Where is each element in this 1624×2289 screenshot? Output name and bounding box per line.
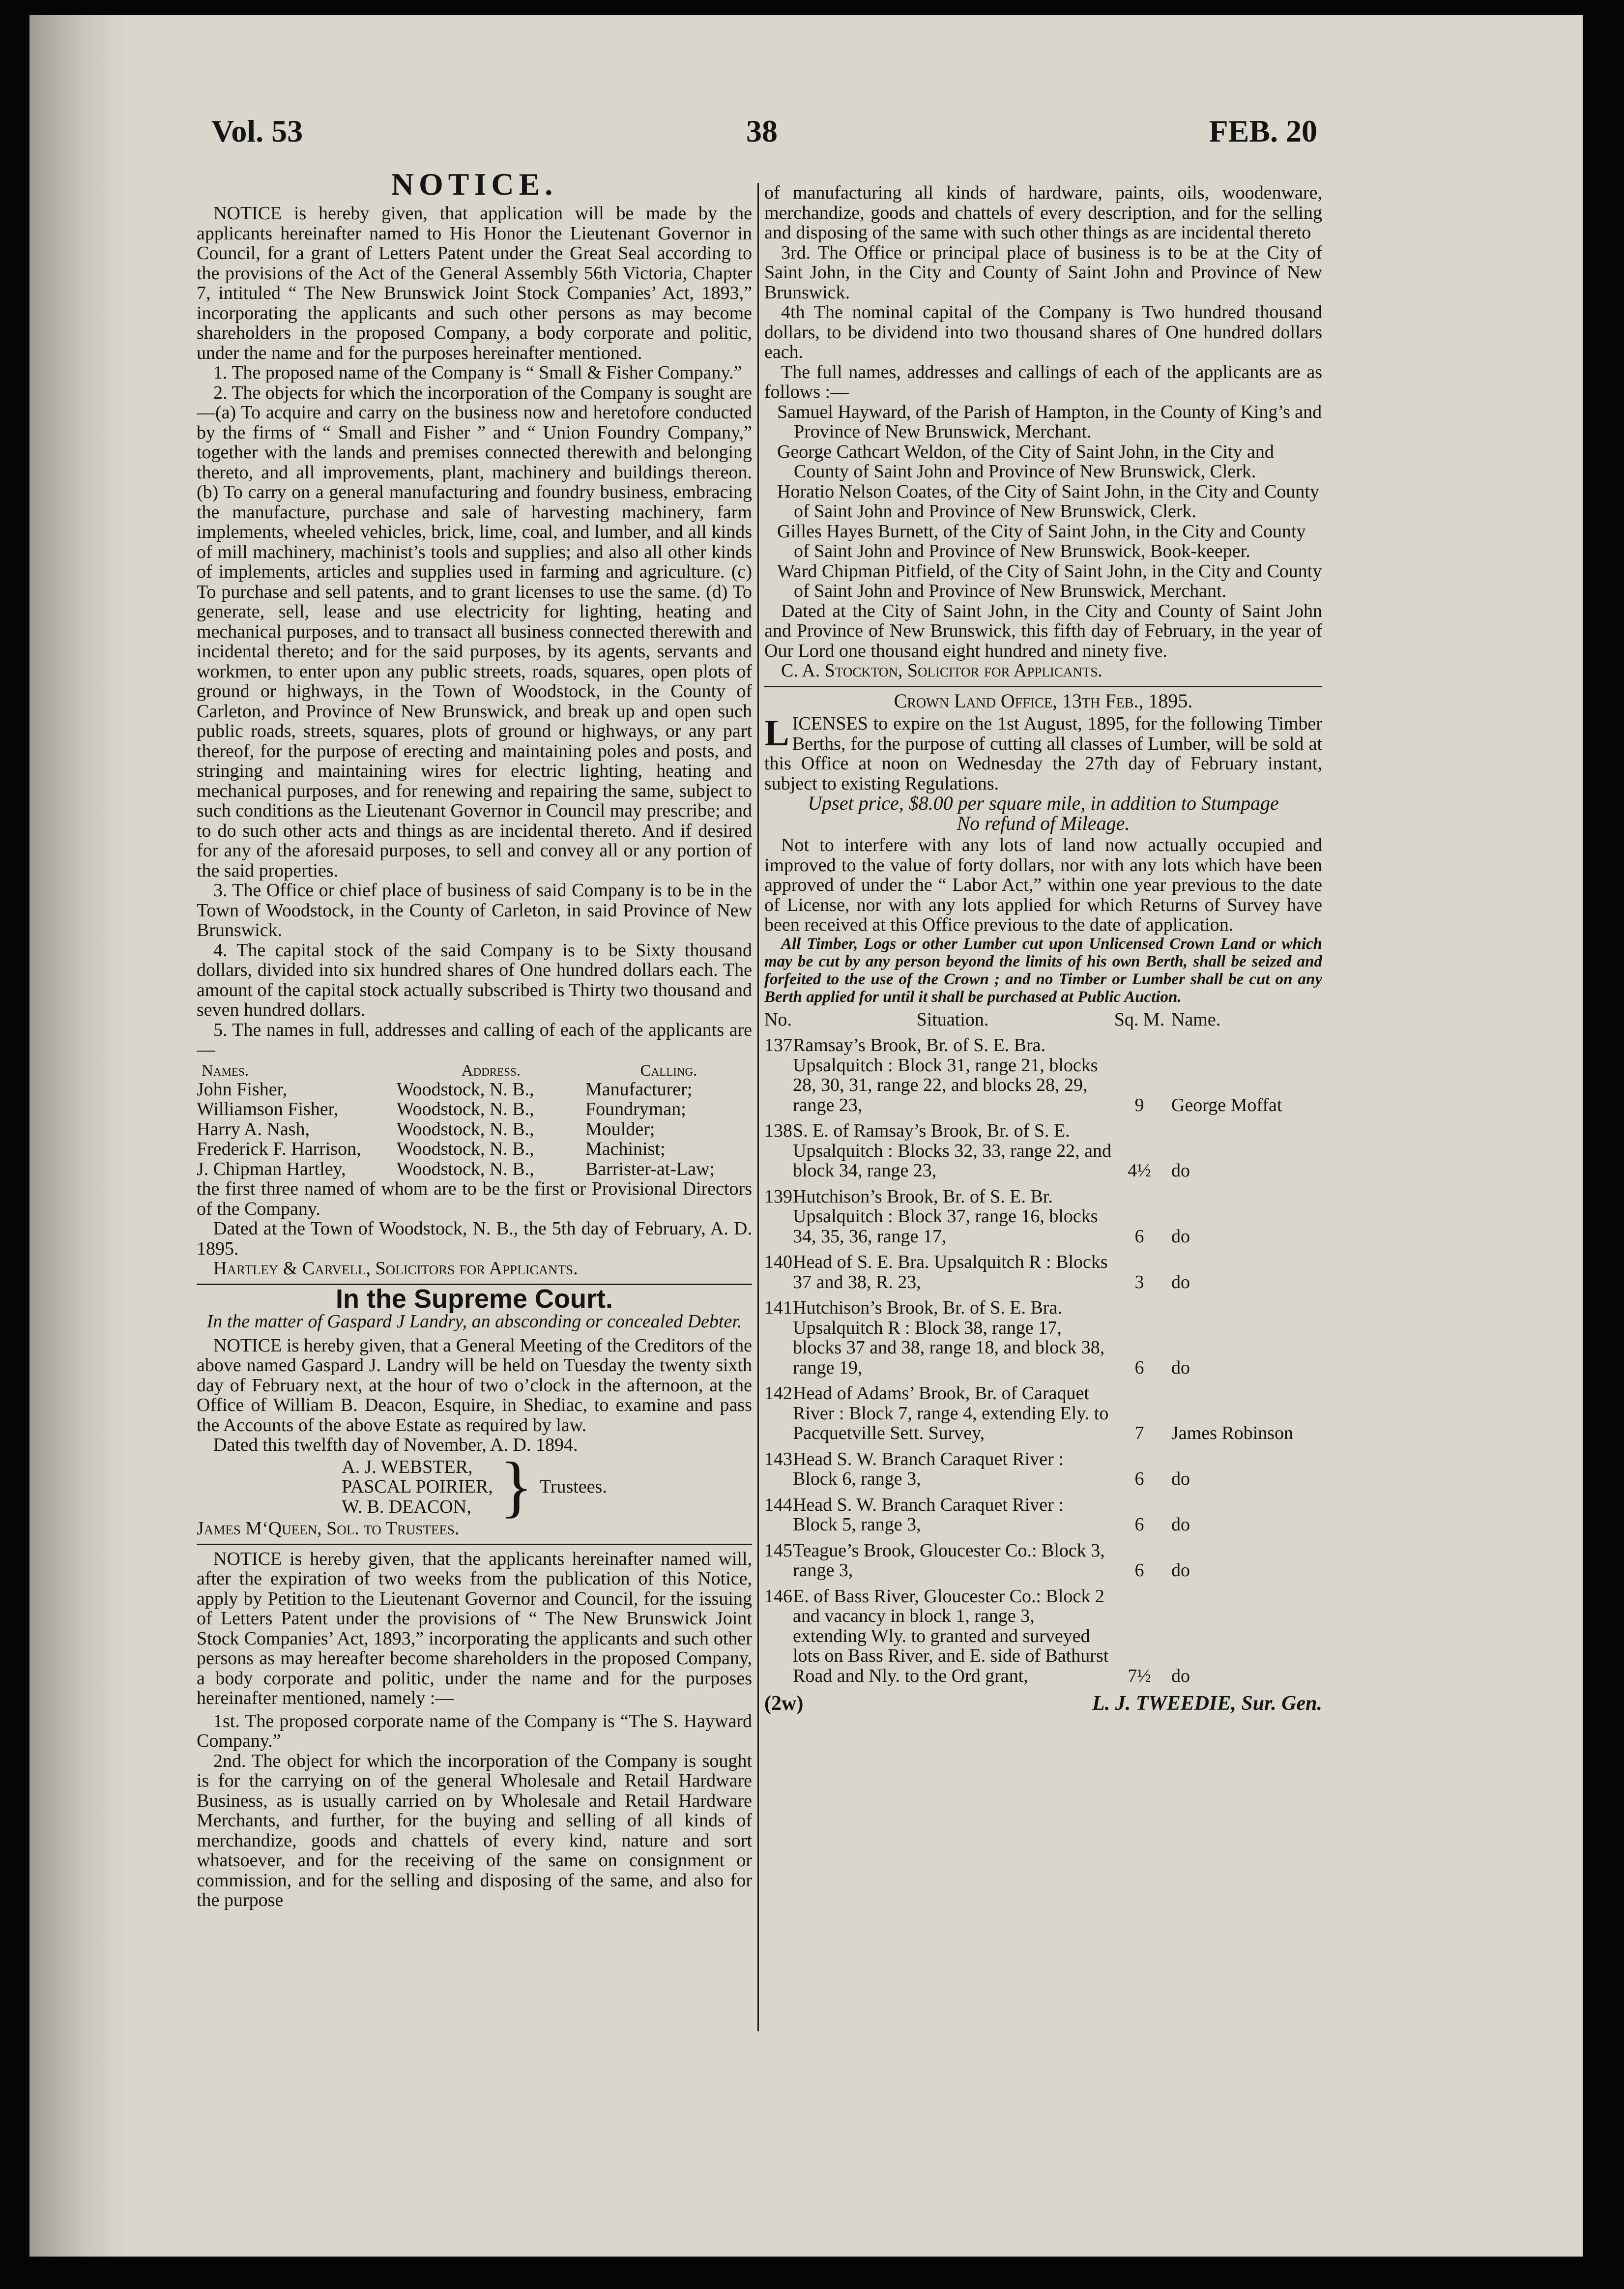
applicant-calling: Moulder; bbox=[585, 1118, 655, 1140]
berth-situation: Head of S. E. Bra. Upsalquitch R : Blocks 37 and 38, R. 23, bbox=[793, 1252, 1108, 1292]
court-subheading: In the matter of Gaspard J Landry, an absconding or concealed Debter. bbox=[206, 1311, 742, 1332]
trustees-label: Trustees. bbox=[539, 1476, 607, 1497]
applicant-calling: Foundryman; bbox=[585, 1099, 686, 1119]
divider bbox=[197, 1544, 752, 1545]
applicant-name: John Fisher, bbox=[197, 1079, 288, 1100]
volume-label: Vol. 53 bbox=[211, 114, 303, 148]
surveyor-general-signature: L. J. TWEEDIE, Sur. Gen. bbox=[1092, 1692, 1322, 1715]
signature-row bbox=[764, 1694, 1322, 1714]
berth-sq-m: 7 bbox=[1134, 1423, 1144, 1443]
table-row bbox=[764, 1489, 1322, 1535]
hayward-item-2: 2nd. The object for which the incorporation of the Company is sought is for the carrying on of the general Wholesale and Retail Hardware Business, as is usually carried on by Wholesale and Retail Hardware Merchants, and further, for the buying and selling of all kinds of merchandize, goods and chattels of every kind, nature and sort whatsoever, and for the receiving of the same on consignment or commission, and for the selling and disposing of the same, and also for the purpose bbox=[197, 1750, 752, 1910]
drop-cap: L bbox=[764, 712, 789, 754]
applicant-calling: Manufacturer; bbox=[585, 1079, 693, 1100]
col-header-names: Names. bbox=[202, 1061, 249, 1080]
court-dated: Dated this twelfth day of November, A. D. 1894. bbox=[213, 1435, 578, 1455]
no-refund: No refund of Mileage. bbox=[957, 812, 1130, 834]
applicant-name: Williamson Fisher, bbox=[197, 1099, 339, 1119]
page-number: 38 bbox=[746, 114, 778, 148]
berth-situation: Ramsay’s Brook, Br. of S. E. Bra. Upsalquitch : Block 31, range 21, blocks 28, 30, 31, range 22, and blocks 28, 29, range 23, bbox=[793, 1035, 1098, 1115]
notice-dated: Dated at the Town of Woodstock, N. B., the 5th day of February, A. D. 1895. bbox=[197, 1218, 752, 1259]
timber-berths-table bbox=[764, 1010, 1322, 1686]
col-header-address: Address. bbox=[461, 1061, 521, 1080]
applicant-address: Woodstock, N. B., bbox=[396, 1158, 534, 1179]
hayward-applicant: Ward Chipman Pitfield, of the City of Saint John, in the City and County of Saint John and Province of New Brunswick, Merchant. bbox=[777, 560, 1322, 601]
berth-name: do bbox=[1171, 1665, 1190, 1686]
berth-no: 138 bbox=[764, 1120, 792, 1141]
table-row bbox=[764, 1535, 1322, 1581]
hayward-solicitor: C. A. Stockton, Solicitor for Applicants. bbox=[781, 660, 1102, 681]
hayward-item-3: 3rd. The Office or principal place of business is to be at the City of Saint John, in the City and County of Saint John and Province of New Brunswick. bbox=[764, 242, 1322, 303]
berth-no: 145 bbox=[764, 1540, 792, 1561]
hayward-notice-intro: NOTICE is hereby given, that the applicants hereinafter named will, after the expiration of two weeks from the publication of this Notice, apply by Petition to the Lieutenant Governor and Council, for the issuing of Letters Patent under the provisions of “ The New Brunswick Joint Stock Companies’ Act, 1893,” incorporating the applicants and such other persons as may hereafter become shareholders in the proposed Company, a body corporate and politic, under the name and for the purposes hereinafter mentioned, namely :— bbox=[197, 1548, 752, 1708]
applicants-table bbox=[197, 1062, 752, 1179]
notice-item-2: 2. The objects for which the incorporation of the Company is sought are—(a) To acquire and carry on the business now and heretofore conducted by the firms of “ Small and Fisher ” and “ Union Foundry Company,” together with the lands and premises connected therewith and belonging thereto, and all improvements, plant, machinery and buildings thereon. (b) To carry on a general manufacturing and foundry business, embracing the manufacture, purchase and sale of harvesting machinery, farm implements, wheeled vehicles, brick, lime, coal, and lumber, and all kinds of mill machinery, machinist’s tools and supplies; and also all other kinds of implements, articles and supplies used in farming and agriculture. (c) To purchase and sell patents, and to grant licenses to use the same. (d) To generate, sell, lease and use electricity for lighting, heating and mechanical purposes, and to transact all business connected therewith and incidental thereto; and for the said purposes, by its agents, servants and workmen, to enter upon any public streets, roads, squares, open plots of ground or highways, in the Town of Woodstock, in the County of Carleton, and Province of New Brunswick, and break up and open such public roads, streets, squares, plots of ground or highways, or any part thereof, for the purpose of erecting and maintaining poles and posts, and stringing and maintaining wires for electric lighting, heating and mechanical purposes, and for renewing and repairing the same, subject to such conditions as the Lieutenant Governor in Council may prescribe; and to do such other acts and things as are incidental thereto. And if desired for any of the aforesaid purposes, to sell and convey all or any portion of the said properties. bbox=[197, 382, 752, 881]
berth-situation: Hutchison’s Brook, Br. of S. E. Bra. Upsalquitch R : Block 38, range 17, blocks 37 and 38, range 18, and block 38, range 19, bbox=[793, 1297, 1105, 1378]
notice-item-1: 1. The proposed name of the Company is “ Small & Fisher Company.” bbox=[213, 362, 742, 383]
column-rule bbox=[757, 183, 759, 2031]
crown-intro bbox=[764, 714, 1322, 793]
issue-date: FEB. 20 bbox=[1209, 114, 1317, 148]
berth-no: 144 bbox=[764, 1494, 792, 1515]
left-column bbox=[197, 167, 752, 1996]
applicants-table-header bbox=[197, 1062, 752, 1080]
berth-name: do bbox=[1171, 1271, 1190, 1292]
berth-situation: Teague’s Brook, Gloucester Co.: Block 3, range 3, bbox=[793, 1540, 1105, 1581]
berth-no: 141 bbox=[764, 1297, 792, 1318]
table-row bbox=[764, 1246, 1322, 1292]
applicant-name: Harry A. Nash, bbox=[197, 1118, 310, 1140]
berth-sq-m: 6 bbox=[1134, 1357, 1144, 1378]
berth-situation: E. of Bass River, Gloucester Co.: Block 2 and vacancy in block 1, range 3, extending Wly. to granted and surveyed lots on Bass River, and E. side of Bathurst Road and Nly. to the Ord grant, bbox=[793, 1585, 1109, 1686]
table-row bbox=[197, 1139, 752, 1159]
berth-situation: Head of Adams’ Brook, Br. of Caraquet River : Block 7, range 4, extending Ely. to Pacquetville Sett. Survey, bbox=[793, 1383, 1109, 1443]
table-row bbox=[197, 1099, 752, 1119]
berth-situation: S. E. of Ramsay’s Brook, Br. of S. E. Upsalquitch : Blocks 32, 33, range 22, and block 34, range 23, bbox=[793, 1120, 1112, 1181]
table-row bbox=[764, 1443, 1322, 1489]
berth-sq-m: 6 bbox=[1134, 1514, 1144, 1535]
table-row bbox=[764, 1029, 1322, 1115]
berth-name: do bbox=[1171, 1560, 1190, 1581]
table-row bbox=[764, 1378, 1322, 1443]
hayward-applicant: Horatio Nelson Coates, of the City of Saint John, in the City and County of Saint John and Province of New Brunswick, Clerk. bbox=[777, 481, 1319, 522]
timber-warning: All Timber, Logs or other Lumber cut upon Unlicensed Crown Land or which may be cut by any person beyond the limits of his own Berth, shall be seized and forfeited to the use of the Crown ; and no Timber or Lumber shall be cut on any Berth applied for until it shall be purchased at Public Auction. bbox=[764, 935, 1322, 1006]
divider bbox=[764, 686, 1322, 687]
berth-no: 137 bbox=[764, 1035, 792, 1056]
berth-sq-m: 9 bbox=[1134, 1094, 1144, 1115]
berth-situation: Hutchison’s Brook, Br. of S. E. Br. Upsalquitch : Block 37, range 16, blocks 34, 35, 36, range 17, bbox=[793, 1186, 1098, 1247]
col-header-no: No. bbox=[764, 1009, 792, 1030]
page-binding-shadow bbox=[29, 15, 128, 2257]
berth-name: do bbox=[1171, 1468, 1190, 1489]
berth-sq-m: 6 bbox=[1134, 1226, 1144, 1247]
crown-land-heading: Crown Land Office, 13th Feb., 1895. bbox=[894, 689, 1193, 712]
notice-item-3: 3. The Office or chief place of business of said Company is to be in the Town of Woodstock, in the County of Carleton, in said Province of New Brunswick. bbox=[197, 880, 752, 940]
crown-interfere: Not to interfere with any lots of land now actually occupied and improved to the value of forty dollars, nor with any lots which have been approved of under the “ Labor Act,” within one year previous to the date of License, nor with any lots applied for which Returns of Survey have been received at this Office previous to the date of application. bbox=[764, 835, 1322, 935]
table-row bbox=[764, 1115, 1322, 1181]
trustees-block bbox=[197, 1448, 752, 1525]
applicant-name: J. Chipman Hartley, bbox=[197, 1158, 346, 1179]
table-row bbox=[764, 1581, 1322, 1686]
berth-name: do bbox=[1171, 1226, 1190, 1247]
berth-no: 139 bbox=[764, 1186, 792, 1207]
notice-solicitors: Hartley & Carvell, Solicitors for Applicants. bbox=[213, 1258, 578, 1279]
col-header-name: Name. bbox=[1171, 1009, 1221, 1030]
court-heading: In the Supreme Court. bbox=[335, 1284, 613, 1314]
berth-sq-m: 7½ bbox=[1128, 1665, 1151, 1686]
col-header-calling: Calling. bbox=[640, 1061, 697, 1080]
applicant-name: Frederick F. Harrison, bbox=[197, 1139, 361, 1159]
berth-name: James Robinson bbox=[1171, 1423, 1294, 1443]
table-row bbox=[764, 1292, 1322, 1378]
berths-table-header bbox=[764, 1010, 1322, 1030]
hayward-item-4: 4th The nominal capital of the Company is Two hundred thousand dollars, to be dividend into two thousand shares of One hundred dollars each. bbox=[764, 302, 1322, 362]
hayward-continued: of manufacturing all kinds of hardware, paints, oils, woodenware, merchandize, goods and chattels of every description, and for the selling and disposing of the same with such other things as are incidental thereto bbox=[764, 183, 1322, 243]
notice-intro: NOTICE is hereby given, that application will be made by the applicants hereinafter named to His Honor the Lieutenant Governor in Council, for a grant of Letters Patent under the Great Seal according to the provisions of the Act of the General Assembly 56th Victoria, Chapter 7, intituled “ The New Brunswick Joint Stock Companies’ Act, 1893,” incorporating the applicants and such other persons as may become shareholders in the proposed Company, a body corporate and politic, under the name and for the purposes hereinafter mentioned. bbox=[197, 203, 752, 363]
hayward-full-names: The full names, addresses and callings of each of the applicants are as follows :— bbox=[764, 361, 1322, 402]
table-row bbox=[764, 1181, 1322, 1247]
applicant-address: Woodstock, N. B., bbox=[396, 1139, 534, 1159]
berth-situation: Head S. W. Branch Caraquet River : Block 5, range 3, bbox=[793, 1494, 1064, 1535]
berth-no: 142 bbox=[764, 1383, 792, 1404]
col-header-situation: Situation. bbox=[916, 1009, 989, 1030]
berth-no: 140 bbox=[764, 1252, 792, 1272]
berth-no: 146 bbox=[764, 1585, 792, 1607]
court-solicitor: James M‘Queen, Sol. to Trustees. bbox=[197, 1518, 460, 1539]
col-header-sq-m: Sq. M. bbox=[1114, 1009, 1165, 1030]
notice-heading: NOTICE. bbox=[391, 167, 558, 202]
provisional-directors: the first three named of whom are to be the first or Provisional Directors of the Company. bbox=[197, 1178, 752, 1219]
trustees-names bbox=[342, 1457, 493, 1517]
berth-name: do bbox=[1171, 1160, 1190, 1181]
court-notice-body: NOTICE is hereby given, that a General Meeting of the Creditors of the above named Gaspard J. Landry will be held on Tuesday the twenty sixth day of February next, at the hour of two o’clock in the afternoon, at the Office of William B. Deacon, Esquire, in Shediac, to examine and pass the Accounts of the above Estate as required by law. bbox=[197, 1335, 752, 1436]
running-head bbox=[197, 108, 1327, 152]
notice-item-4: 4. The capital stock of the said Company is to be Sixty thousand dollars, divided into six hundred shares of One hundred dollars each. The amount of the capital stock actually subscribed is Thirty two thousand and seven hundred dollars. bbox=[197, 939, 752, 1020]
right-column bbox=[764, 183, 1322, 2031]
crown-intro-text: ICENSES to expire on the 1st August, 1895, for the following Timber Berths, for the purpose of cutting all classes of Lumber, will be sold at this Office at noon on Wednesday the 27th day of February instant, subject to existing Regulations. bbox=[764, 713, 1322, 794]
berth-no: 143 bbox=[764, 1448, 792, 1469]
trustee-name: A. J. WEBSTER, bbox=[342, 1456, 473, 1477]
trustee-name: W. B. DEACON, bbox=[342, 1496, 471, 1517]
applicant-address: Woodstock, N. B., bbox=[396, 1079, 534, 1100]
berth-sq-m: 4½ bbox=[1128, 1160, 1151, 1181]
hayward-item-1: 1st. The proposed corporate name of the Company is “The S. Hayward Company.” bbox=[197, 1710, 752, 1751]
berth-sq-m: 3 bbox=[1134, 1271, 1144, 1292]
applicant-address: Woodstock, N. B., bbox=[396, 1099, 534, 1119]
table-row bbox=[197, 1119, 752, 1140]
hayward-applicant: Gilles Hayes Burnett, of the City of Saint John, in the City and County of Saint John and Province of New Brunswick, Book-keeper. bbox=[777, 521, 1306, 561]
brace-glyph: } bbox=[499, 1448, 533, 1525]
berth-name: do bbox=[1171, 1357, 1190, 1378]
applicant-address: Woodstock, N. B., bbox=[396, 1118, 534, 1140]
trustee-name: PASCAL POIRIER, bbox=[342, 1476, 493, 1497]
table-row bbox=[197, 1080, 752, 1100]
berth-sq-m: 6 bbox=[1134, 1468, 1144, 1489]
table-row bbox=[197, 1159, 752, 1179]
hayward-applicant: George Cathcart Weldon, of the City of Saint John, in the City and County of Saint John and Province of New Brunswick, Clerk. bbox=[777, 441, 1274, 482]
hayward-applicant: Samuel Hayward, of the Parish of Hampton, in the County of King’s and Province of New Brunswick, Merchant. bbox=[777, 401, 1322, 442]
notice-item-5: 5. The names in full, addresses and calling of each of the applicants are— bbox=[197, 1019, 752, 1060]
hayward-dated: Dated at the City of Saint John, in the City and County of Saint John and Province of New Brunswick, this fifth day of February, in the year of Our Lord one thousand eight hundred and ninety five. bbox=[764, 600, 1322, 661]
berth-name: George Moffat bbox=[1171, 1094, 1282, 1115]
berth-sq-m: 6 bbox=[1134, 1560, 1144, 1581]
berth-situation: Head S. W. Branch Caraquet River : Block 6, range 3, bbox=[793, 1448, 1064, 1489]
berth-name: do bbox=[1171, 1514, 1190, 1535]
applicant-calling: Barrister-at-Law; bbox=[585, 1158, 715, 1179]
upset-price: Upset price, $8.00 per square mile, in addition to Stumpage bbox=[808, 792, 1279, 814]
applicant-calling: Machinist; bbox=[585, 1139, 666, 1159]
insertion-mark: (2w) bbox=[764, 1692, 804, 1715]
